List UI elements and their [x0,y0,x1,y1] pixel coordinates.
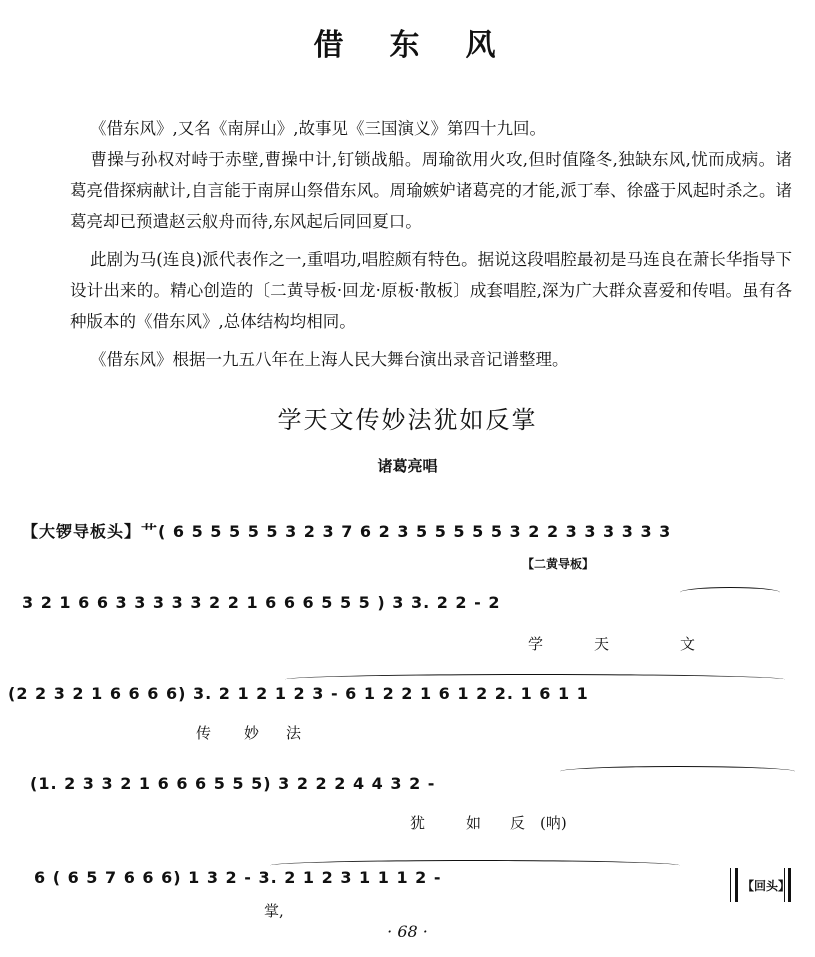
lyric-char: 反 [510,814,526,832]
slur-mark [560,766,795,777]
intro-paragraph-2 [70,144,792,237]
score-notes-3: (2 2 3 2 1 6 6 6 6) 3. 2 1 2 1 2 3 - 6 1 2 2 1 6 1 2 2. 1 6 1 1 [8,684,589,703]
intro-paragraph-1 [70,113,792,144]
intro-text-4: 《借东风》根据一九五八年在上海人民大舞台演出录音记谱整理。 [90,350,569,369]
lyric-char: 法 [286,724,302,742]
barline-thick [735,868,738,902]
barline-thick [788,868,791,902]
lyrics-row-3 [0,722,815,742]
section-marker-huitou: 【回头】 [742,879,791,893]
score-row-3 [0,660,815,742]
repeat-end-barline [730,868,790,902]
page-number: · 68 · [387,922,428,941]
lyric-char: 天 [594,635,610,653]
lyric-char: 掌, [264,902,284,920]
lyric-char: 妙 [244,724,260,742]
intro-paragraph-3 [70,244,792,337]
intro-text-2: 曹操与孙权对峙于赤壁,曹操中计,钉锁战船。周瑜欲用火攻,但时值隆冬,独缺东风,忧而成病。诸葛亮借探病献计,自言能于南屏山祭借东风。周瑜嫉妒诸葛亮的才能,派丁奉、徐盛于风起时杀之。诸葛亮却已预遣赵云舣舟而待,东风起后同回夏口。 [70,150,792,231]
barline-thin [730,868,731,902]
slur-mark [680,587,780,598]
lyrics-row-2 [0,633,815,653]
score-row-4 [0,760,815,832]
singer-credit: 诸葛亮唱 [377,457,438,475]
slur-mark [285,674,785,685]
barline-thin [784,868,785,902]
song-title: 学天文传妙法犹如反掌 [277,406,538,434]
intro-paragraph-4 [70,344,792,375]
lyric-char: 文 [680,635,696,653]
score-notes-4: (1. 2 3 3 2 1 6 6 6 5 5 5) 3 2 2 2 4 4 3 2 - [30,774,436,793]
page-title: 借东风 [313,28,542,63]
score-notes-1: 【大锣导板头】艹( 6 5 5 5 5 5 3 2 3 7 6 2 3 5 5 5 5 5 3 2 2 3 3 3 3 3 3 [22,522,672,541]
lyrics-row-4 [0,812,815,832]
slur-mark [270,860,680,871]
score-notes-5: 6 ( 6 5 7 6 6 6) 1 3 2 - 3. 2 1 2 3 1 1 1 2 - [34,868,442,887]
score-notes-2: 3 2 1 6 6 3 3 3 3 3 2 2 1 6 6 6 5 5 5 ) 3 3. 2 2 - 2 [22,593,501,612]
score-row-5 [0,850,815,920]
lyric-char: (呐) [540,814,567,832]
section-marker-erhuang-daoban: 【二黄导板】 [522,557,595,571]
lyric-char: 学 [528,635,544,653]
lyric-char: 如 [466,814,482,832]
lyric-char: 犹 [410,814,426,832]
intro-text-3: 此剧为马(连良)派代表作之一,重唱功,唱腔颇有特色。据说这段唱腔最初是马连良在萧长华指导下设计出来的。精心创造的〔二黄导板·回龙·原板·散板〕成套唱腔,深为广大群众喜爱和传唱。虽有各种版本的《借东风》,总体结构均相同。 [70,250,792,331]
lyric-char: 传 [196,724,212,742]
lyrics-row-5 [0,900,815,920]
score-row-2 [0,555,815,653]
intro-text-1: 《借东风》,又名《南屏山》,故事见《三国演义》第四十九回。 [90,119,546,138]
